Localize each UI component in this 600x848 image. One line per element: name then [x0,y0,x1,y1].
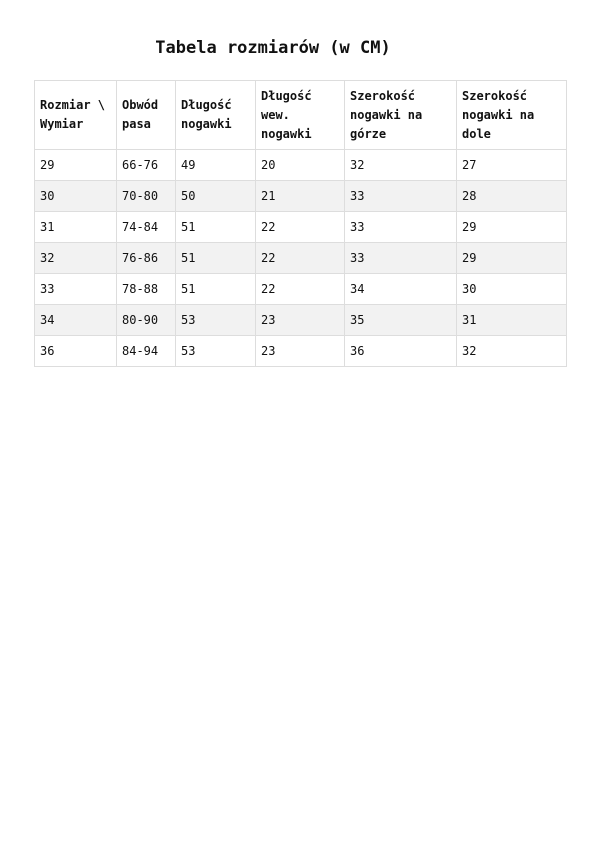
cell-size: 36 [35,336,117,367]
cell-inseam: 23 [256,305,345,336]
cell-waist: 66-76 [117,150,176,181]
cell-leg-width-top: 34 [345,274,457,305]
cell-leg-width-bottom: 32 [457,336,567,367]
cell-leg-width-top: 33 [345,212,457,243]
cell-leg-width-bottom: 30 [457,274,567,305]
cell-size: 29 [35,150,117,181]
cell-leg-width-bottom: 31 [457,305,567,336]
cell-leg-width-bottom: 29 [457,212,567,243]
cell-leg-width-bottom: 28 [457,181,567,212]
cell-inseam: 22 [256,274,345,305]
cell-waist: 78-88 [117,274,176,305]
header-leg-width-top: Szerokość nogawki na górze [345,81,457,150]
size-table [34,80,567,367]
cell-waist: 70-80 [117,181,176,212]
cell-inseam: 23 [256,336,345,367]
table-row [35,336,567,367]
cell-size: 34 [35,305,117,336]
table-header-row [35,81,567,150]
table-row [35,305,567,336]
cell-leg-width-top: 33 [345,181,457,212]
cell-inseam: 22 [256,212,345,243]
cell-size: 33 [35,274,117,305]
cell-leg-length: 49 [176,150,256,181]
cell-waist: 74-84 [117,212,176,243]
cell-waist: 80-90 [117,305,176,336]
cell-leg-width-top: 33 [345,243,457,274]
header-size: Rozmiar \ Wymiar [35,81,117,150]
cell-leg-width-top: 35 [345,305,457,336]
cell-inseam: 22 [256,243,345,274]
cell-leg-length: 51 [176,212,256,243]
cell-waist: 76-86 [117,243,176,274]
cell-leg-length: 51 [176,243,256,274]
cell-size: 31 [35,212,117,243]
table-row [35,181,567,212]
cell-leg-width-top: 32 [345,150,457,181]
cell-size: 32 [35,243,117,274]
header-waist: Obwód pasa [117,81,176,150]
cell-leg-length: 53 [176,336,256,367]
table-row [35,150,567,181]
header-leg-width-bottom: Szerokość nogawki na dole [457,81,567,150]
cell-leg-width-bottom: 29 [457,243,567,274]
cell-waist: 84-94 [117,336,176,367]
table-row [35,243,567,274]
cell-leg-length: 50 [176,181,256,212]
cell-leg-width-top: 36 [345,336,457,367]
cell-leg-length: 51 [176,274,256,305]
cell-leg-length: 53 [176,305,256,336]
page-title: Tabela rozmiarów (w CM) [155,38,391,58]
table-row [35,212,567,243]
header-leg-length: Długość nogawki [176,81,256,150]
table-row [35,274,567,305]
cell-inseam: 20 [256,150,345,181]
cell-inseam: 21 [256,181,345,212]
cell-size: 30 [35,181,117,212]
cell-leg-width-bottom: 27 [457,150,567,181]
header-inseam: Długość wew. nogawki [256,81,345,150]
